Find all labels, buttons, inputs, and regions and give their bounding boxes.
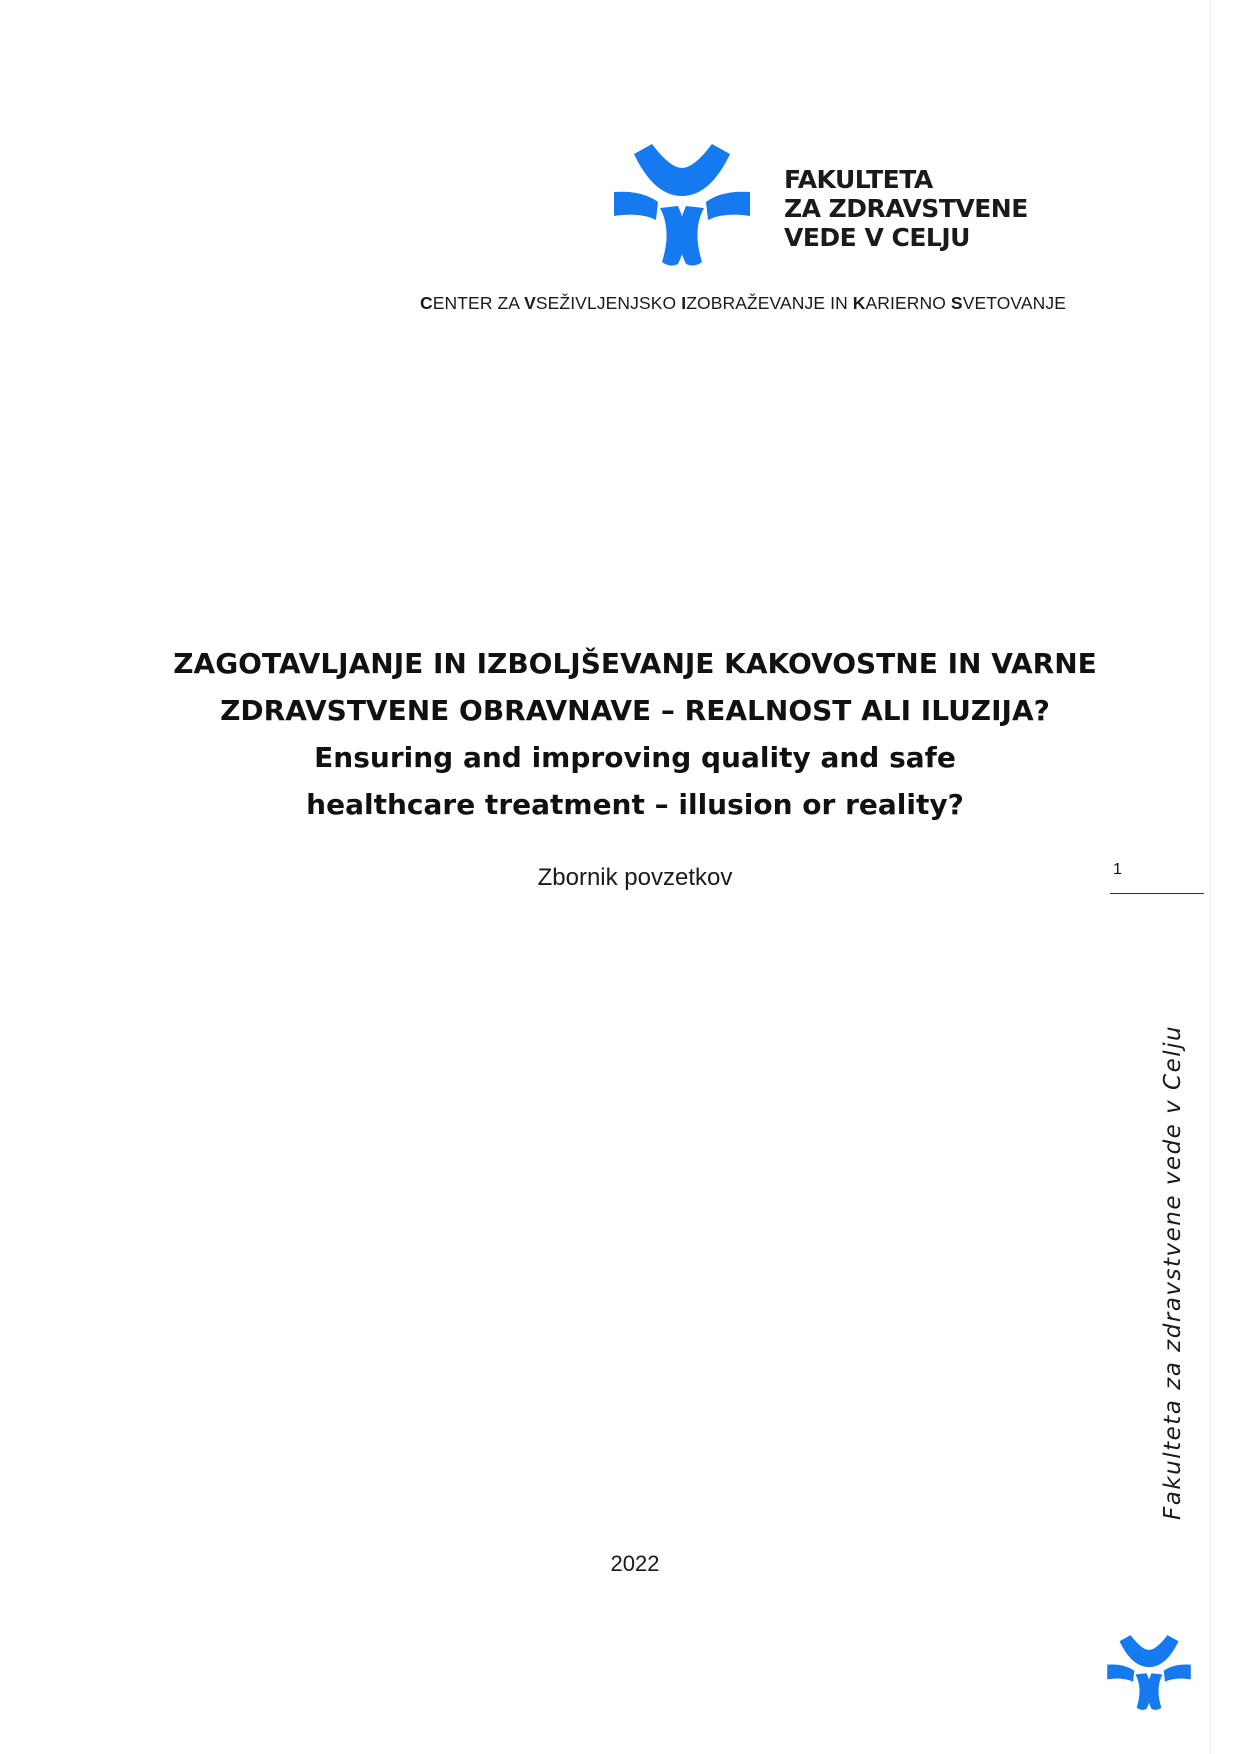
center-cap-c: C (420, 293, 433, 313)
logo-line-1: FAKULTETA (784, 165, 933, 194)
center-rest-v: SEŽIVLJENJSKO (535, 293, 682, 313)
document-title (120, 640, 1150, 828)
center-cap-k: K (852, 293, 866, 313)
vertical-side-text: Fakulteta za zdravstvene vede v Celju (1160, 1024, 1186, 1520)
page-edge-divider (1210, 0, 1211, 1754)
center-rest-k: ARIERNO (865, 293, 951, 313)
faculty-logo-text (784, 165, 1028, 252)
center-name-line (420, 293, 1070, 314)
logo-line-2: ZA ZDRAVSTVENE (784, 194, 1028, 223)
title-en-line-1: Ensuring and improving quality and safe (314, 741, 956, 774)
center-rest-s: VETOVANJE (962, 293, 1067, 313)
page-number-rule (1110, 893, 1204, 894)
center-cap-i: I (681, 293, 687, 313)
title-sl-line-2: ZDRAVSTVENE OBRAVNAVE – REALNOST ALI ILUZIJA? (220, 694, 1050, 727)
logo-line-3: VEDE V CELJU (784, 223, 970, 252)
publication-year: 2022 (610, 1551, 660, 1576)
faculty-logo-small-icon (1106, 1632, 1192, 1712)
faculty-logo-icon (612, 140, 752, 268)
page-number: 1 (1113, 861, 1122, 878)
title-sl-line-1: ZAGOTAVLJANJE IN IZBOLJŠEVANJE KAKOVOSTNE IN VARNE (173, 647, 1097, 680)
center-rest-i: ZOBRAŽEVANJE IN (686, 293, 853, 313)
document-subtitle: Zbornik povzetkov (537, 864, 733, 891)
center-cap-v: V (524, 293, 536, 313)
center-cap-s: S (950, 293, 963, 313)
center-rest-c: ENTER ZA (432, 293, 525, 313)
title-en-line-2: healthcare treatment – illusion or reality? (306, 788, 964, 821)
